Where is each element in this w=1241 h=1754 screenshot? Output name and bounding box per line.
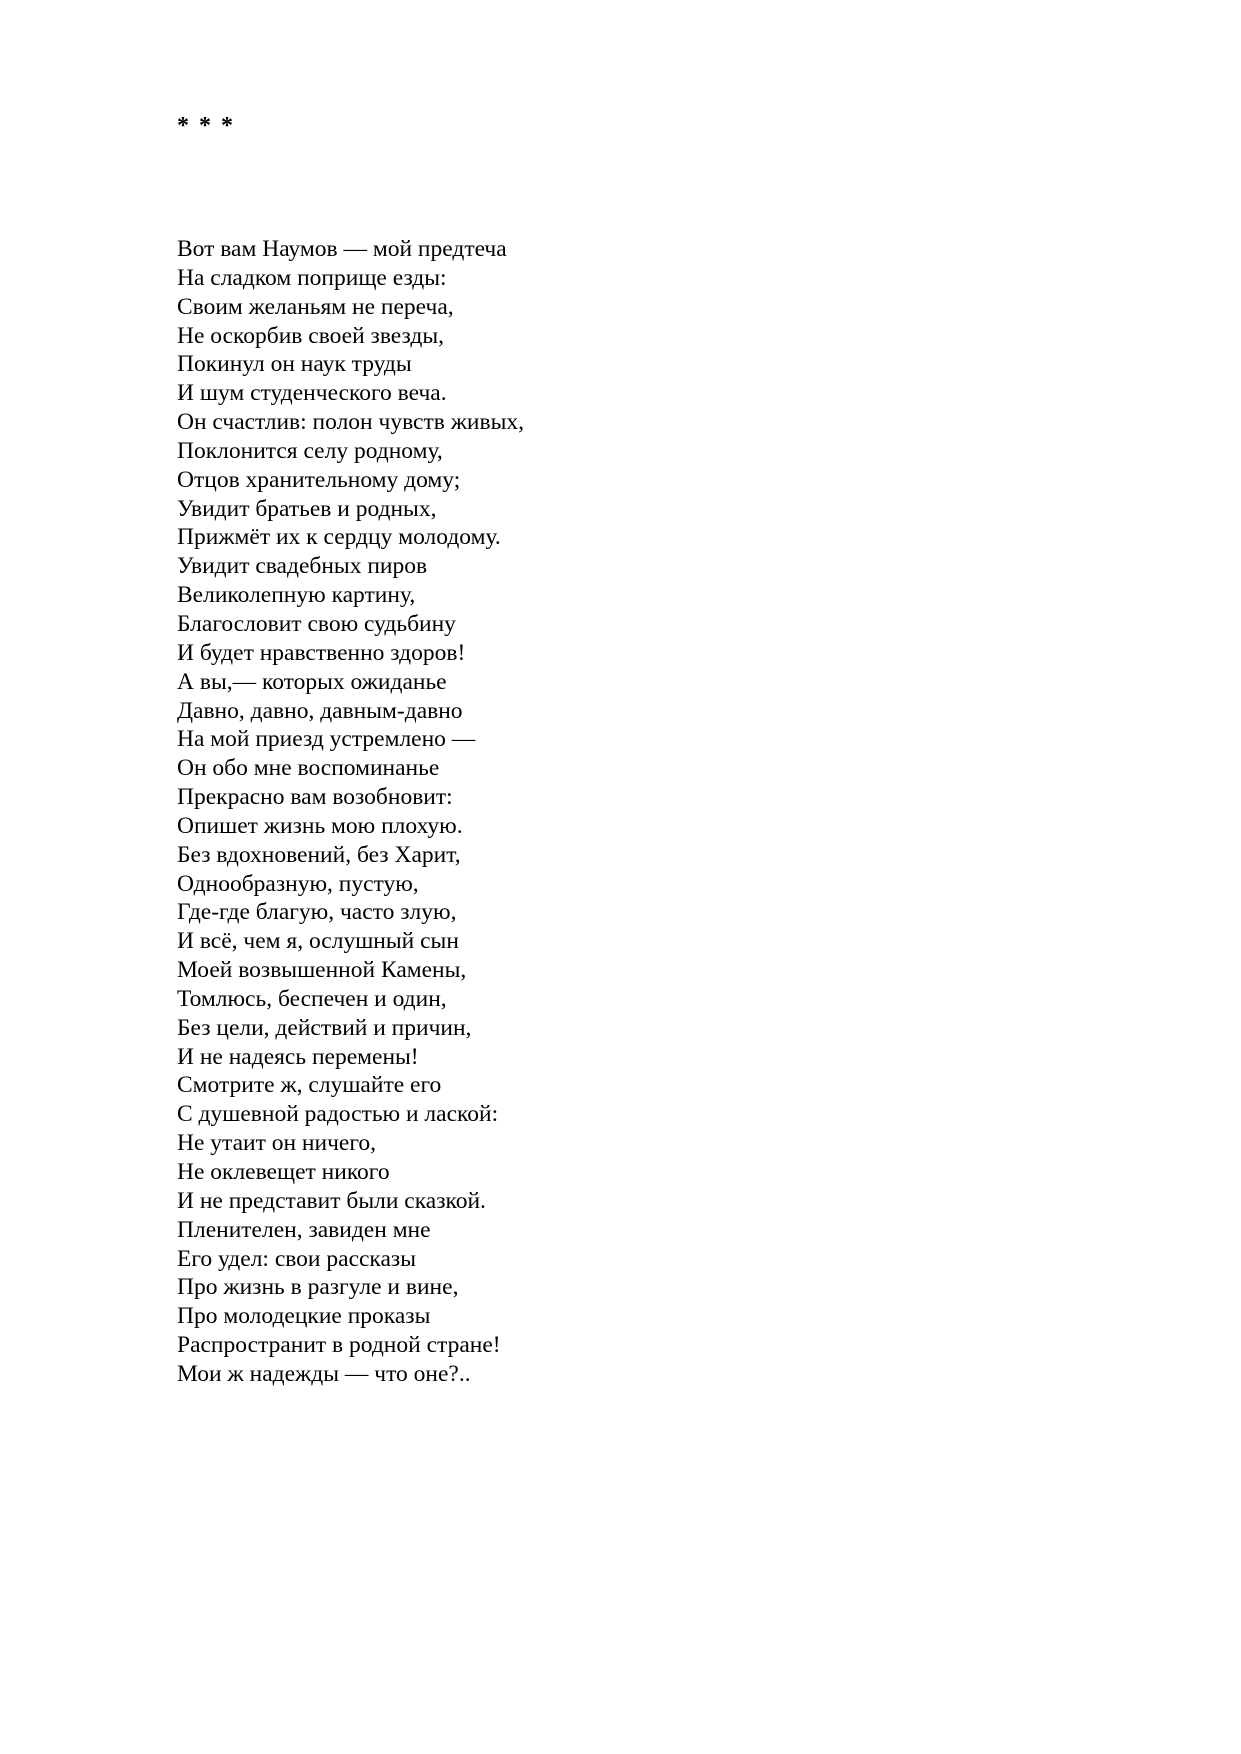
poem-line: Своим желаньям не переча, xyxy=(177,293,454,320)
poem-line: Смотрите ж, слушайте его xyxy=(177,1072,442,1099)
poem-line: Он счастлив: полон чувств живых, xyxy=(177,409,525,436)
poem-line: Распространит в родной стране! xyxy=(177,1332,501,1359)
poem-line: Мои ж надежды — что оне?.. xyxy=(177,1360,471,1387)
poem-line: Пленителен, завиден мне xyxy=(177,1216,431,1243)
poem-line: Он обо мне воспоминанье xyxy=(177,755,440,782)
poem-line: Давно, давно, давным-давно xyxy=(177,697,463,724)
poem-line: Моей возвышенной Камены, xyxy=(177,957,467,984)
poem-line: Про жизнь в разгуле и вине, xyxy=(177,1274,459,1301)
poem-line: Без вдохновений, без Харит, xyxy=(177,841,461,868)
poem-line: Однообразную, пустую, xyxy=(177,870,419,897)
poem-line: Великолепную картину, xyxy=(177,582,416,609)
poem-line: А вы,— которых ожиданье xyxy=(177,668,447,695)
poem-line: Опишет жизнь мою плохую. xyxy=(177,812,463,839)
poem-line: Без цели, действий и причин, xyxy=(177,1014,472,1041)
poem-line: И всё, чем я, ослушный сын xyxy=(177,928,459,955)
poem-line: Не утаит он ничего, xyxy=(177,1130,377,1157)
poem-line: Его удел: свои рассказы xyxy=(177,1245,416,1272)
poem-line: Томлюсь, беспечен и один, xyxy=(177,985,447,1012)
poem-line: С душевной радостью и лаской: xyxy=(177,1101,499,1128)
poem-line: Вот вам Наумов — мой предтеча xyxy=(177,236,507,262)
poem-line: Отцов хранительному дому; xyxy=(177,466,461,493)
poem-line: И шум студенческого веча. xyxy=(177,380,447,407)
poem-line: Прекрасно вам возобновит: xyxy=(177,784,453,811)
poem-line: Про молодецкие проказы xyxy=(177,1303,431,1330)
poem-line: И не представит были сказкой. xyxy=(177,1187,486,1214)
poem-line: Прижмёт их к сердцу молодому. xyxy=(177,524,501,551)
poem-line: И не надеясь перемены! xyxy=(177,1043,419,1070)
poem-line: Поклонится селу родному, xyxy=(177,437,443,464)
poem-line: Увидит братьев и родных, xyxy=(177,495,437,522)
poem-line: Где-где благую, часто злую, xyxy=(177,899,457,926)
section-asterism: * * * xyxy=(177,113,235,139)
poem-line: Не оклевещет никого xyxy=(177,1159,390,1185)
poem-line: Не оскорбив своей звезды, xyxy=(177,322,444,349)
poem-line: Покинул он наук труды xyxy=(177,351,412,378)
poem-line: Увидит свадебных пиров xyxy=(177,553,428,580)
poem-line: На мой приезд устремлено — xyxy=(177,726,476,753)
poem-line: Благословит свою судьбину xyxy=(177,610,456,637)
poem-line: На сладком поприще езды: xyxy=(177,264,447,291)
poem-text xyxy=(177,235,524,1389)
poem-line: И будет нравственно здоров! xyxy=(177,639,466,666)
